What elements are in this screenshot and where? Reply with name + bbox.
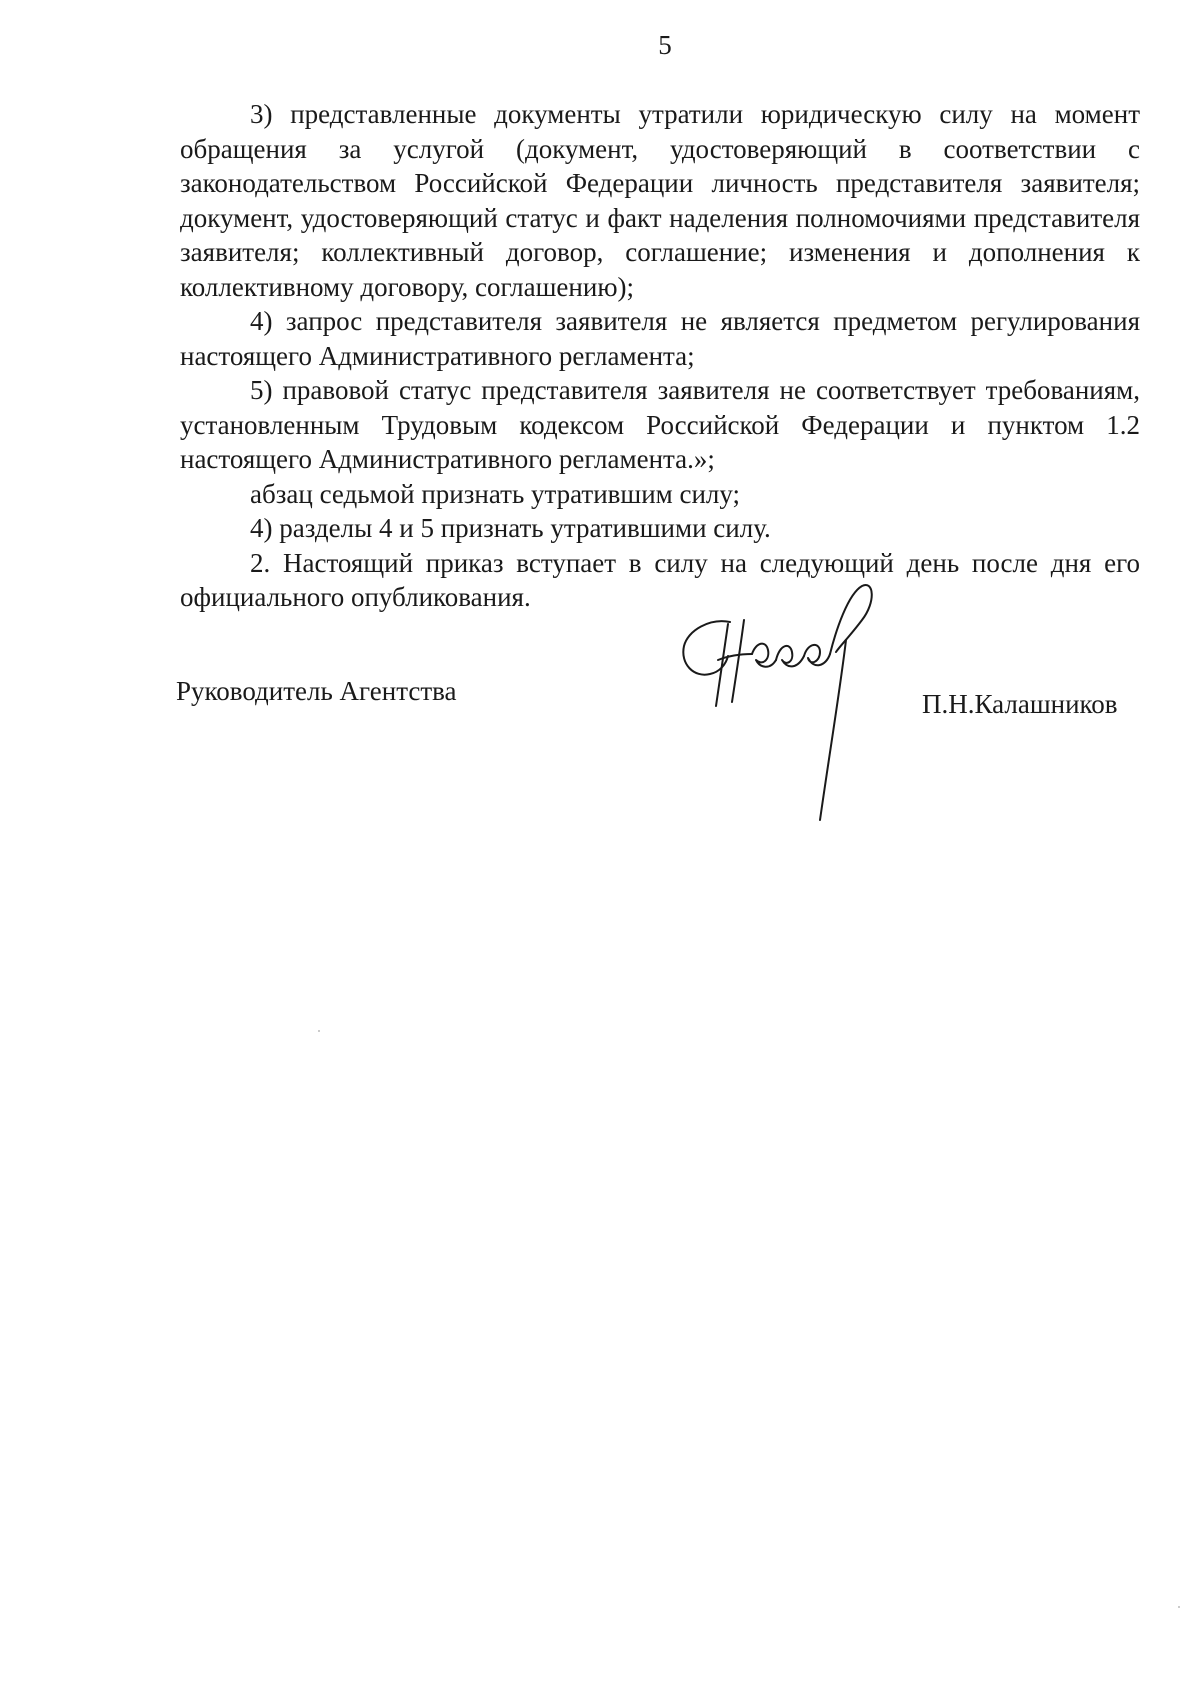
paragraph-sections-4-5: 4) разделы 4 и 5 признать утратившими силу. xyxy=(250,513,771,543)
paragraph-effective-date: 2. Настоящий приказ вступает в силу на следующий день после дня его официального опубликования. xyxy=(180,547,1140,612)
paragraph-item-3: 3) представленные документы утратили юридическую силу на момент обращения за услугой (документ, удостоверяющий в соответствии с законодательством Российской Федерации личность представителя заявителя; документ, удостоверяющий статус и факт наделения полномочиями представителя заявителя; коллективный договор, соглашение; изменения и дополнения к коллективному договору, соглашению); xyxy=(180,99,1140,302)
paragraph-abzac-seventh: абзац седьмой признать утратившим силу; xyxy=(250,478,741,509)
scan-artifact xyxy=(1178,1606,1180,1608)
scan-artifact xyxy=(318,1030,320,1032)
signature-block xyxy=(0,580,1200,900)
signatory-name: П.Н.Калашников xyxy=(922,689,1118,719)
handwritten-signature xyxy=(670,580,910,900)
signatory-position: Руководитель Агентства xyxy=(176,676,457,706)
paragraph-item-5: 5) правовой статус представителя заявителя не соответствует требованиям, установленным Трудовым кодексом Российской Федерации и пунктом 1.2 настоящего Административного регламента.»; xyxy=(180,375,1140,474)
paragraph-item-4: 4) запрос представителя заявителя не является предметом регулирования настоящего Административного регламента; xyxy=(180,306,1140,371)
page-number: 5 xyxy=(658,30,672,60)
document-body xyxy=(180,97,1140,615)
